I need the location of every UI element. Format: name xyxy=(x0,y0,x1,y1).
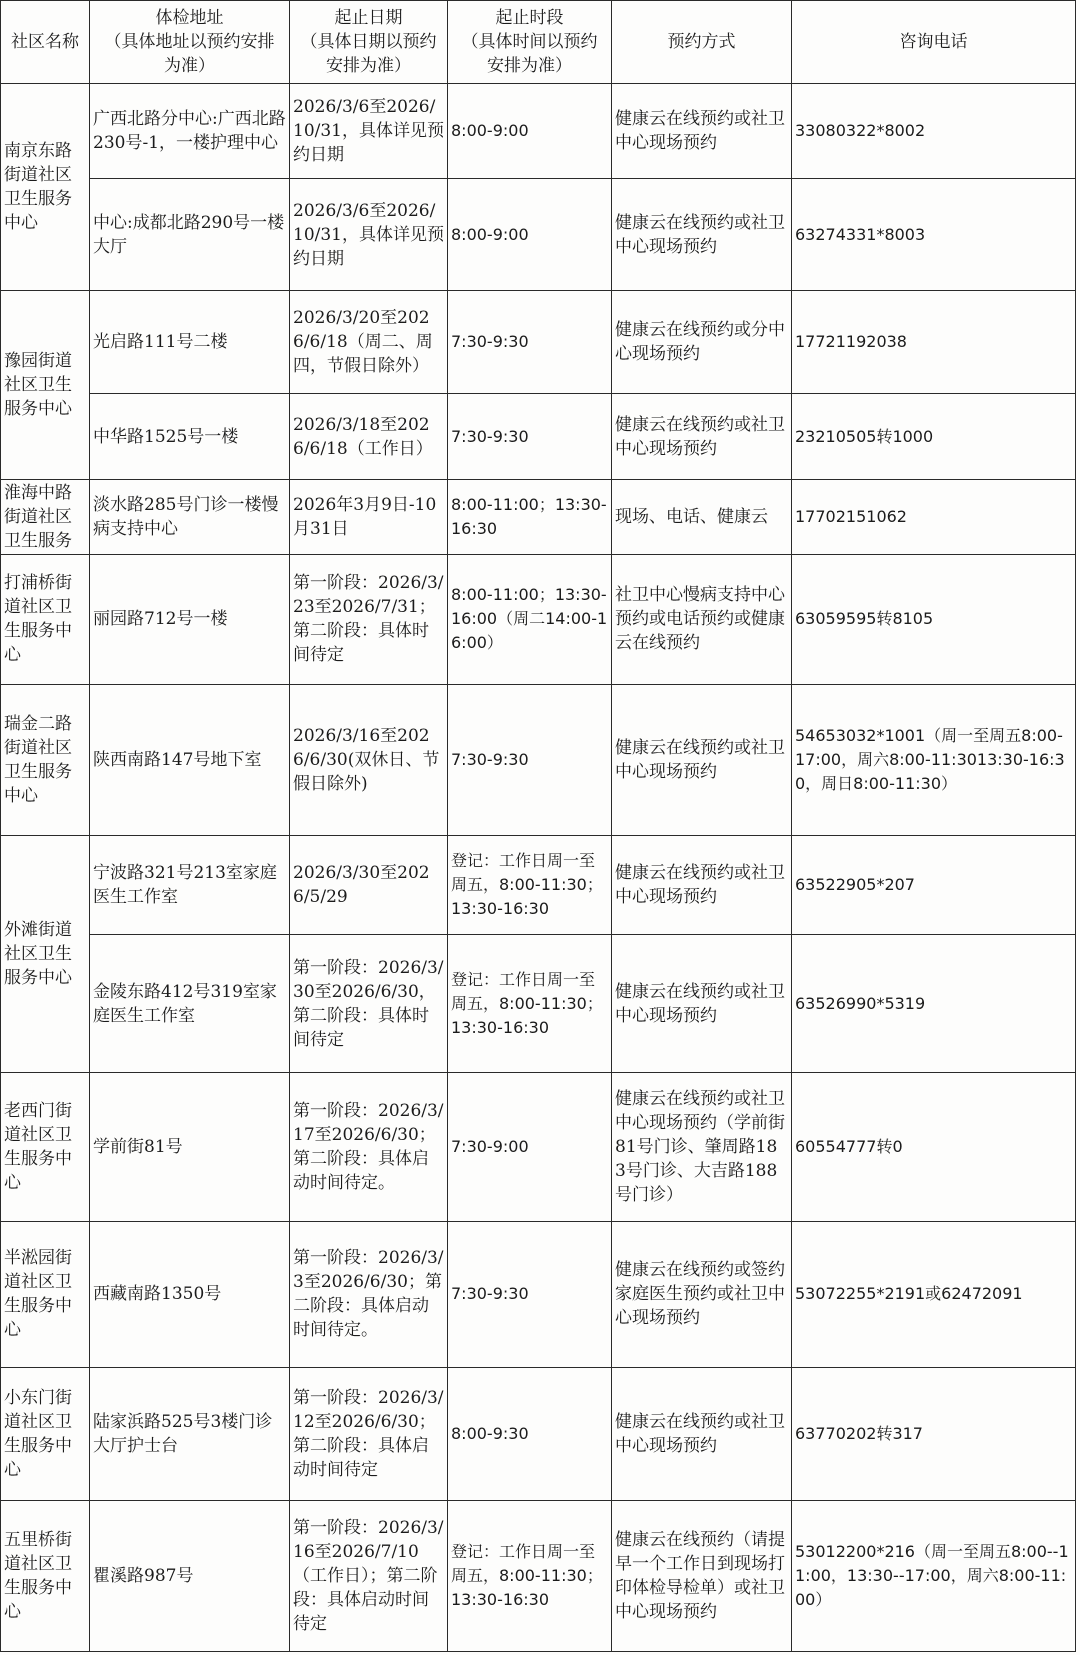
community-name: 打浦桥街道社区卫生服务中心 xyxy=(1,555,90,685)
dates-cell: 第一阶段：2026/3/30至2026/6/30，第二阶段：具体时间待定 xyxy=(290,934,448,1073)
dates-cell: 2026/3/16至2026/6/30(双休日、节假日除外) xyxy=(290,684,448,836)
address-cell: 光启路111号二楼 xyxy=(90,290,290,393)
address-cell: 西藏南路1350号 xyxy=(90,1222,290,1368)
method-cell: 健康云在线预约或分中心现场预约 xyxy=(612,290,792,393)
dates-cell: 2026/3/6至2026/10/31，具体详见预约日期 xyxy=(290,179,448,290)
phone-cell: 17702151062 xyxy=(792,479,1076,554)
phone-cell: 63274331*8003 xyxy=(792,179,1076,290)
table-row xyxy=(1,290,1076,393)
times-cell: 8:00-11:00；13:30-16:00（周二14:00-16:00） xyxy=(448,555,612,685)
header-address: 体检地址 （具体地址以预约安排 为准） xyxy=(90,1,290,84)
address-cell: 陕西南路147号地下室 xyxy=(90,684,290,836)
phone-cell: 17721192038 xyxy=(792,290,1076,393)
table-row xyxy=(1,1501,1076,1652)
table-row xyxy=(1,1073,1076,1222)
dates-cell: 第一阶段：2026/3/3至2026/6/30；第二阶段：具体启动时间待定。 xyxy=(290,1222,448,1368)
address-cell: 丽园路712号一楼 xyxy=(90,555,290,685)
table-row xyxy=(1,934,1076,1073)
community-name: 外滩街道社区卫生服务中心 xyxy=(1,836,90,1073)
phone-cell: 23210505转1000 xyxy=(792,394,1076,479)
table-row xyxy=(1,555,1076,685)
header-community: 社区名称 xyxy=(1,1,90,84)
table-row xyxy=(1,1367,1076,1501)
header-method: 预约方式 xyxy=(612,1,792,84)
method-cell: 现场、电话、健康云 xyxy=(612,479,792,554)
community-name: 豫园街道社区卫生服务中心 xyxy=(1,290,90,479)
address-cell: 瞿溪路987号 xyxy=(90,1501,290,1652)
method-cell: 健康云在线预约（请提早一个工作日到现场打印体检导检单）或社卫中心现场预约 xyxy=(612,1501,792,1652)
address-cell: 中心:成都北路290号一楼大厅 xyxy=(90,179,290,290)
times-cell: 8:00-11:00；13:30-16:30 xyxy=(448,479,612,554)
method-cell: 健康云在线预约或社卫中心现场预约 xyxy=(612,934,792,1073)
header-times: 起止时段 （具体时间以预约 安排为准） xyxy=(448,1,612,84)
method-cell: 健康云在线预约或社卫中心现场预约 xyxy=(612,84,792,179)
times-cell: 7:30-9:30 xyxy=(448,290,612,393)
address-cell: 陆家浜路525号3楼门诊大厅护士台 xyxy=(90,1367,290,1501)
method-cell: 健康云在线预约或社卫中心现场预约 xyxy=(612,836,792,934)
times-cell: 7:30-9:30 xyxy=(448,684,612,836)
times-cell: 8:00-9:00 xyxy=(448,179,612,290)
phone-cell: 63522905*207 xyxy=(792,836,1076,934)
dates-cell: 第一阶段：2026/3/16至2026/7/10（工作日）；第二阶段：具体启动时间待定 xyxy=(290,1501,448,1652)
address-cell: 淡水路285号门诊一楼慢病支持中心 xyxy=(90,479,290,554)
method-cell: 社卫中心慢病支持中心预约或电话预约或健康云在线预约 xyxy=(612,555,792,685)
times-cell: 登记：工作日周一至周五，8:00-11:30；13:30-16:30 xyxy=(448,836,612,934)
times-cell: 7:30-9:30 xyxy=(448,1222,612,1368)
times-cell: 8:00-9:30 xyxy=(448,1367,612,1501)
phone-cell: 53072255*2191或62472091 xyxy=(792,1222,1076,1368)
community-name: 瑞金二路街道社区卫生服务中心 xyxy=(1,684,90,836)
phone-cell: 54653032*1001（周一至周五8:00-17:00，周六8:00-11:3013:30-16:30，周日8:00-11:30） xyxy=(792,684,1076,836)
dates-cell: 2026/3/20至2026/6/18（周二、周四，节假日除外） xyxy=(290,290,448,393)
method-cell: 健康云在线预约或签约家庭医生预约或社卫中心现场预约 xyxy=(612,1222,792,1368)
phone-cell: 60554777转0 xyxy=(792,1073,1076,1222)
phone-cell: 63059595转8105 xyxy=(792,555,1076,685)
community-name: 南京东路街道社区卫生服务中心 xyxy=(1,84,90,291)
dates-cell: 2026/3/18至2026/6/18（工作日） xyxy=(290,394,448,479)
dates-cell: 第一阶段：2026/3/12至2026/6/30；第二阶段：具体启动时间待定 xyxy=(290,1367,448,1501)
dates-cell: 2026年3月9日-10月31日 xyxy=(290,479,448,554)
address-cell: 学前街81号 xyxy=(90,1073,290,1222)
phone-cell: 63526990*5319 xyxy=(792,934,1076,1073)
method-cell: 健康云在线预约或社卫中心现场预约 xyxy=(612,684,792,836)
table-row xyxy=(1,1222,1076,1368)
community-name: 小东门街道社区卫生服务中心 xyxy=(1,1367,90,1501)
times-cell: 登记：工作日周一至周五，8:00-11:30；13:30-16:30 xyxy=(448,934,612,1073)
header-row xyxy=(1,1,1076,84)
address-cell: 中华路1525号一楼 xyxy=(90,394,290,479)
community-name: 淮海中路街道社区卫生服务 xyxy=(1,479,90,554)
dates-cell: 第一阶段：2026/3/17至2026/6/30；第二阶段：具体启动时间待定。 xyxy=(290,1073,448,1222)
community-name: 老西门街道社区卫生服务中心 xyxy=(1,1073,90,1222)
table-row xyxy=(1,836,1076,934)
table-row xyxy=(1,179,1076,290)
community-name: 半淞园街道社区卫生服务中心 xyxy=(1,1222,90,1368)
times-cell: 7:30-9:30 xyxy=(448,394,612,479)
address-cell: 广西北路分中心:广西北路230号-1，一楼护理中心 xyxy=(90,84,290,179)
phone-cell: 33080322*8002 xyxy=(792,84,1076,179)
table-row xyxy=(1,684,1076,836)
dates-cell: 第一阶段：2026/3/23至2026/7/31；第二阶段：具体时间待定 xyxy=(290,555,448,685)
address-cell: 宁波路321号213室家庭医生工作室 xyxy=(90,836,290,934)
dates-cell: 2026/3/30至2026/5/29 xyxy=(290,836,448,934)
dates-cell: 2026/3/6至2026/10/31，具体详见预约日期 xyxy=(290,84,448,179)
table-row xyxy=(1,479,1076,554)
method-cell: 健康云在线预约或社卫中心现场预约 xyxy=(612,1367,792,1501)
method-cell: 健康云在线预约或社卫中心现场预约 xyxy=(612,394,792,479)
phone-cell: 63770202转317 xyxy=(792,1367,1076,1501)
times-cell: 8:00-9:00 xyxy=(448,84,612,179)
times-cell: 7:30-9:00 xyxy=(448,1073,612,1222)
method-cell: 健康云在线预约或社卫中心现场预约（学前街81号门诊、肇周路183号门诊、大吉路188号门诊） xyxy=(612,1073,792,1222)
table-row xyxy=(1,394,1076,479)
header-dates: 起止日期 （具体日期以预约 安排为准） xyxy=(290,1,448,84)
times-cell: 登记：工作日周一至周五，8:00-11:30；13:30-16:30 xyxy=(448,1501,612,1652)
method-cell: 健康云在线预约或社卫中心现场预约 xyxy=(612,179,792,290)
address-cell: 金陵东路412号319室家庭医生工作室 xyxy=(90,934,290,1073)
community-name: 五里桥街道社区卫生服务中心 xyxy=(1,1501,90,1652)
table-row xyxy=(1,84,1076,179)
header-phone: 咨询电话 xyxy=(792,1,1076,84)
phone-cell: 53012200*216（周一至周五8:00--11:00，13:30--17:00，周六8:00-11:00） xyxy=(792,1501,1076,1652)
